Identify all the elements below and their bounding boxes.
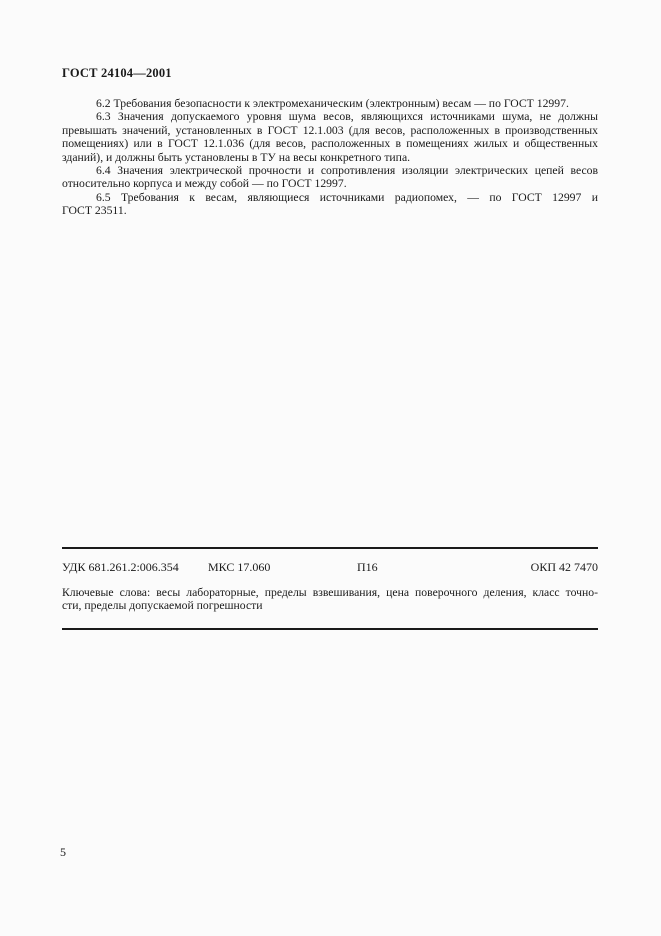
clause-6-4 (62, 164, 598, 191)
text-line: сти, пределы допускаемой погрешности (62, 599, 263, 613)
text-line: 6.5 Требования к весам, являющиеся источниками радиопомех, — по ГОСТ 12997 и (96, 190, 598, 204)
clause-6-2 (62, 97, 598, 110)
keywords-section (62, 586, 598, 613)
divider-top (62, 547, 598, 549)
udk-code: УДК 681.261.2:006.354 (62, 560, 179, 574)
clause-6-5 (62, 191, 598, 218)
mks-code: МКС 17.060 (208, 560, 271, 574)
clauses-section (62, 97, 598, 218)
text-line: 6.4 Значения электрической прочности и сопротивления изоляции электрических цепей весов (96, 163, 598, 177)
text-line: 6.2 Требования безопасности к электромеханическим (электронным) весам — по ГОСТ 12997. (96, 97, 569, 110)
okp-code: ОКП 42 7470 (530, 560, 598, 574)
document-header (62, 66, 172, 81)
text-line: относительно корпуса и между собой — по ГОСТ 12997. (62, 177, 347, 191)
keywords-paragraph (62, 586, 598, 613)
page-number: 5 (60, 845, 66, 859)
standard-number: ГОСТ 24104—2001 (62, 66, 172, 80)
text-line: 6.3 Значения допускаемого уровня шума весов, являющихся источниками шума, не должны (96, 110, 598, 124)
divider-bottom (62, 628, 598, 630)
codes-row (62, 560, 598, 575)
text-line: ГОСТ 23511. (62, 204, 127, 218)
text-line: превышать значений, установленных в ГОСТ 12.1.003 (для весов, расположенных в производственных (62, 123, 598, 137)
group-code: П16 (357, 560, 378, 574)
clause-6-3 (62, 110, 598, 164)
text-line: помещениях) или в ГОСТ 12.1.036 (для весов, расположенных в помещениях жилых и общественных (62, 137, 598, 151)
text-line: Ключевые слова: весы лабораторные, пределы взвешивания, цена поверочного деления, класс точно- (62, 586, 598, 599)
text-line: зданий), и должны быть установлены в ТУ на весы конкретного типа. (62, 150, 411, 164)
